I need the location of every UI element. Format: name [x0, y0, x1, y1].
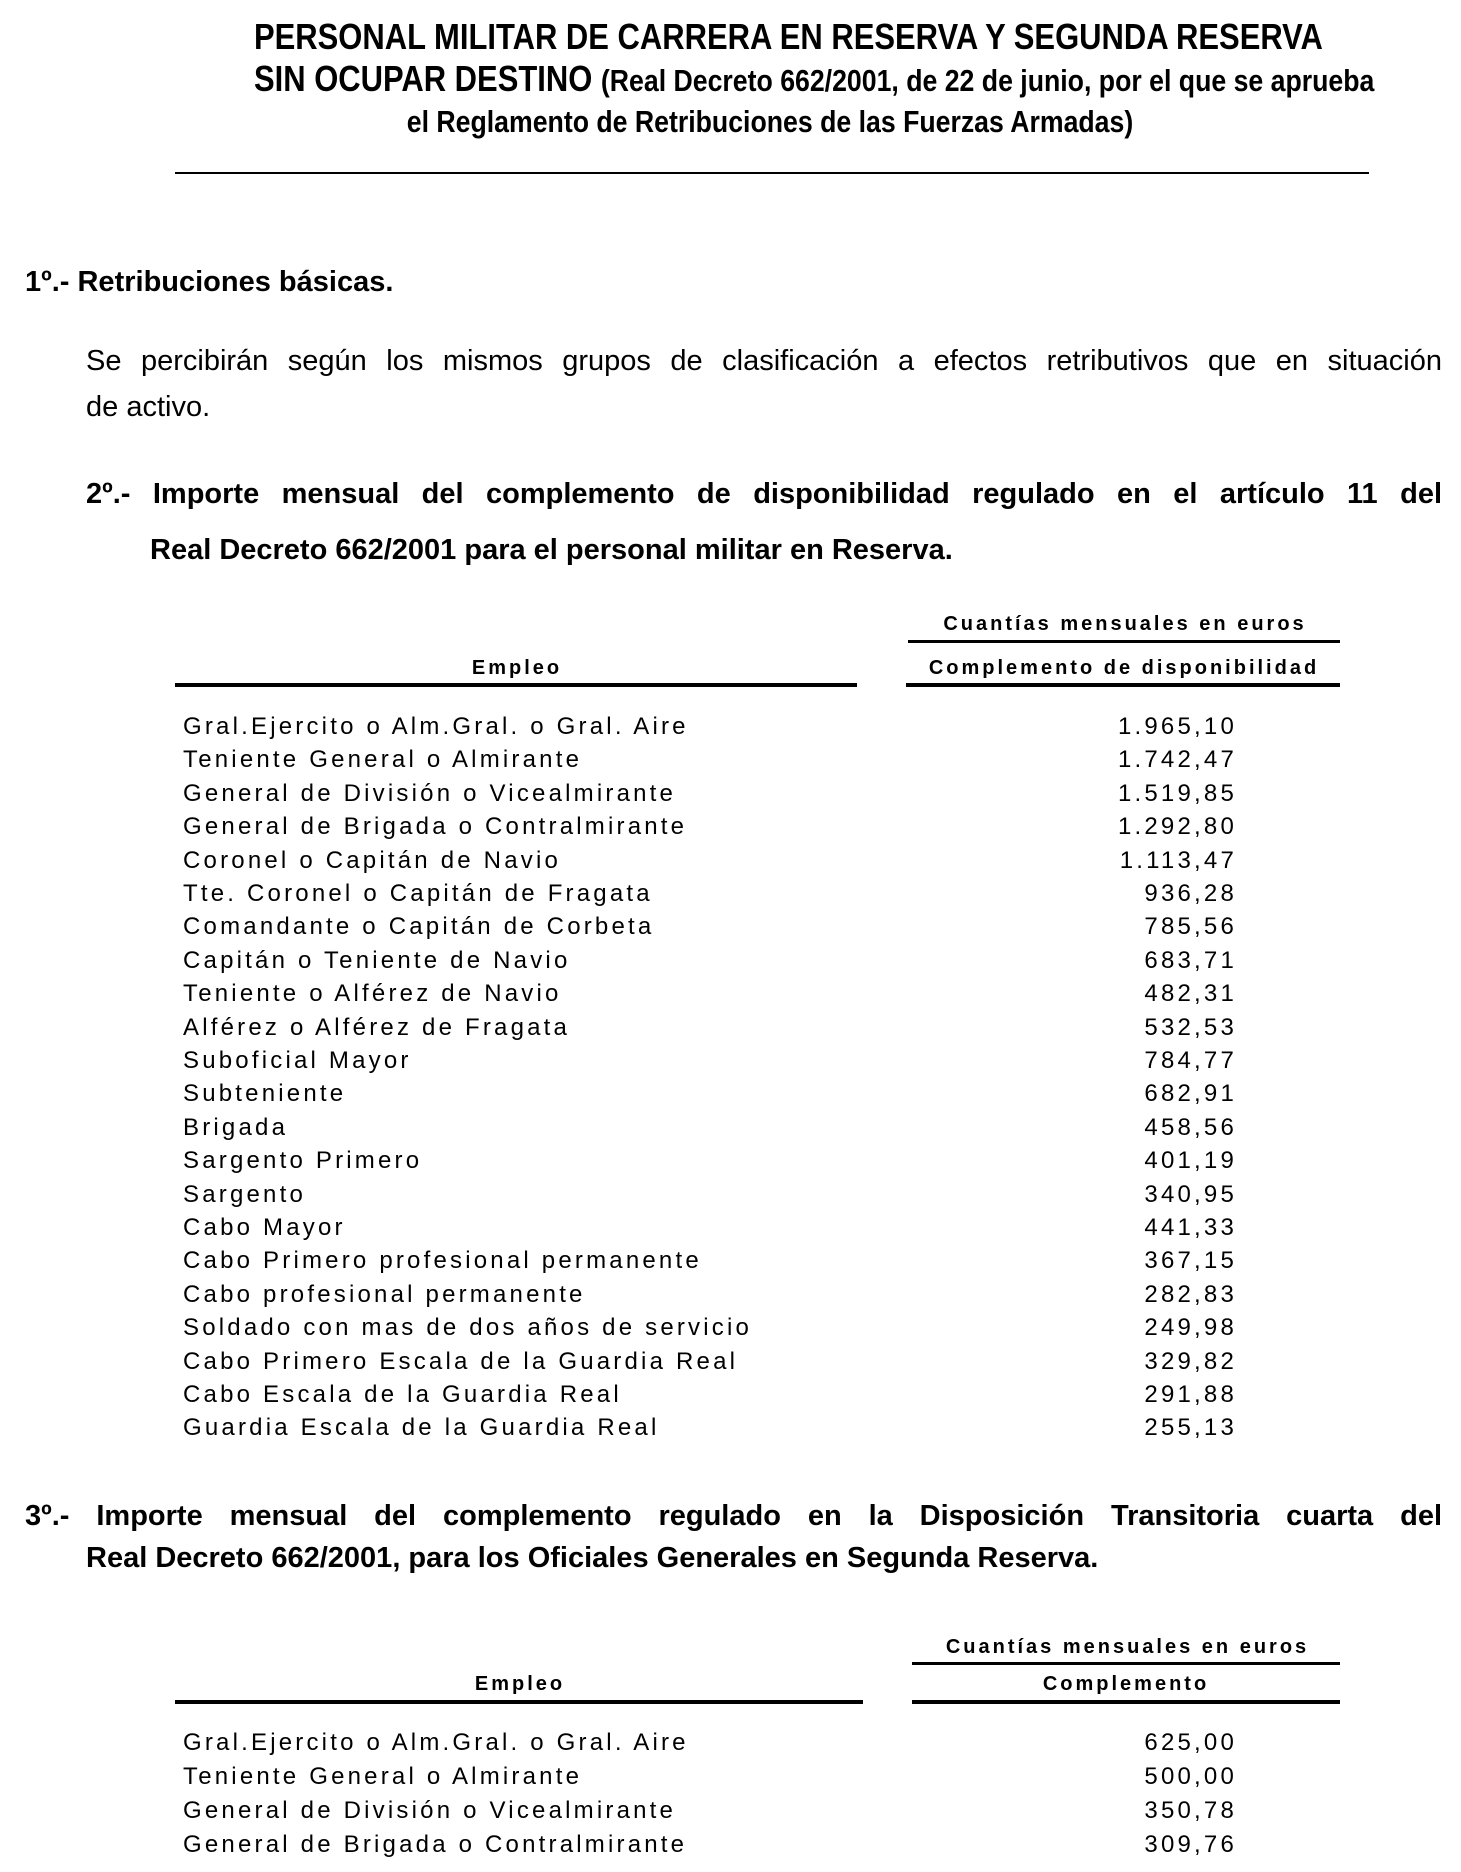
section1-heading: 1º.- Retribuciones básicas. [25, 266, 394, 298]
row-importe: 367,15 [1144, 1247, 1237, 1275]
row-importe: 785,56 [1144, 913, 1237, 941]
empleo-header-rule [175, 1700, 863, 1704]
row-empleo: Teniente o Alférez de Navio [183, 980, 562, 1008]
row-importe: 282,83 [1144, 1280, 1237, 1308]
row-importe: 936,28 [1144, 880, 1237, 907]
row-importe: 532,53 [1144, 1013, 1237, 1041]
row-empleo: Capitán o Teniente de Navio [183, 946, 571, 974]
row-empleo: Cabo Mayor [183, 1214, 346, 1241]
row-empleo: Comandante o Capitán de Corbeta [183, 913, 655, 941]
row-importe: 255,13 [1144, 1414, 1237, 1442]
row-importe: 350,78 [1144, 1797, 1237, 1824]
column-header-complemento: Complemento de disponibilidad [928, 657, 1320, 679]
amounts-caption: Cuantías mensuales en euros [945, 1636, 1310, 1658]
column-header-empleo: Empleo [471, 657, 563, 679]
subtitle-legal-reference: (Real Decreto 662/2001, de 22 de junio, por el que se aprueba [600, 63, 1375, 98]
row-empleo: General de División o Vicealmirante [183, 1797, 677, 1824]
row-importe: 291,88 [1144, 1381, 1237, 1408]
row-empleo: Brigada [183, 1113, 289, 1141]
row-importe: 683,71 [1144, 946, 1237, 974]
row-empleo: General de División o Vicealmirante [183, 779, 677, 807]
row-importe: 401,19 [1144, 1147, 1237, 1175]
row-importe: 441,33 [1144, 1214, 1237, 1241]
row-empleo: Soldado con mas de dos años de servicio [183, 1314, 753, 1342]
section1-text-line1: Se percibirán según los mismos grupos de clasificación a efectos retributivos que en situación [86, 345, 1442, 377]
row-importe: 625,00 [1144, 1729, 1237, 1756]
row-empleo: Coronel o Capitán de Navio [183, 846, 562, 874]
row-empleo: Cabo Primero profesional permanente [183, 1247, 702, 1275]
row-empleo: Gral.Ejercito o Alm.Gral. o Gral. Aire [183, 1729, 689, 1756]
table-row [183, 1729, 1283, 1757]
row-empleo: Sargento [183, 1180, 307, 1208]
row-importe: 1.742,47 [1117, 746, 1237, 774]
amounts-caption: Cuantías mensuales en euros [943, 613, 1307, 635]
row-importe: 340,95 [1144, 1180, 1237, 1208]
row-importe: 1.292,80 [1117, 813, 1237, 841]
row-empleo: Teniente General o Almirante [183, 1763, 583, 1790]
row-importe: 784,77 [1144, 1047, 1237, 1074]
table-row [183, 1797, 1283, 1825]
row-importe: 309,76 [1144, 1831, 1237, 1858]
row-importe: 1.113,47 [1119, 846, 1237, 874]
row-empleo: Alférez o Alférez de Fragata [183, 1013, 571, 1041]
row-importe: 329,82 [1144, 1347, 1237, 1375]
subtitle-main: SIN OCUPAR DESTINO [254, 58, 593, 99]
row-importe: 249,98 [1144, 1314, 1237, 1342]
column-header-empleo: Empleo [474, 1673, 566, 1695]
row-empleo: General de Brigada o Contralmirante [183, 1831, 688, 1858]
subtitle-legal-reference-cont: el Reglamento de Retribuciones de las Fuerzas Armadas) [406, 104, 1134, 139]
row-empleo: Subteniente [183, 1080, 347, 1108]
row-importe: 682,91 [1144, 1080, 1237, 1108]
section2-heading-line1: 2º.- Importe mensual del complemento de disponibilidad regulado en el artículo 11 del [86, 478, 1442, 510]
row-empleo: Guardia Escala de la Guardia Real [183, 1414, 660, 1442]
section2-heading-line2: Real Decreto 662/2001 para el personal militar en Reserva. [150, 534, 953, 566]
complemento-header-rule [912, 1700, 1340, 1704]
row-empleo: Teniente General o Almirante [183, 746, 583, 774]
row-empleo: Cabo profesional permanente [183, 1280, 586, 1308]
document-title: PERSONAL MILITAR DE CARRERA EN RESERVA Y SEGUNDA RESERVA [254, 16, 1323, 57]
row-empleo: Tte. Coronel o Capitán de Fragata [183, 880, 653, 907]
section3-heading-line1: 3º.- Importe mensual del complemento regulado en la Disposición Transitoria cuarta del [25, 1500, 1442, 1532]
row-empleo: General de Brigada o Contralmirante [183, 813, 688, 841]
row-empleo: Cabo Escala de la Guardia Real [183, 1381, 622, 1408]
row-importe: 458,56 [1144, 1113, 1237, 1141]
row-importe: 482,31 [1144, 980, 1237, 1008]
row-importe: 500,00 [1144, 1763, 1237, 1790]
row-empleo: Suboficial Mayor [183, 1047, 412, 1074]
row-empleo: Gral.Ejercito o Alm.Gral. o Gral. Aire [183, 713, 689, 740]
row-empleo: Sargento Primero [183, 1147, 423, 1175]
section3-heading-line2: Real Decreto 662/2001, para los Oficiales Generales en Segunda Reserva. [86, 1542, 1099, 1574]
amounts-caption-rule [912, 1662, 1340, 1665]
row-importe: 1.965,10 [1117, 713, 1237, 740]
row-empleo: Cabo Primero Escala de la Guardia Real [183, 1347, 739, 1375]
section1-text-line2: de activo. [86, 391, 211, 423]
table-row [183, 1763, 1283, 1791]
column-header-complemento: Complemento [1042, 1673, 1210, 1695]
table-row [183, 1831, 1283, 1859]
row-importe: 1.519,85 [1117, 779, 1237, 807]
